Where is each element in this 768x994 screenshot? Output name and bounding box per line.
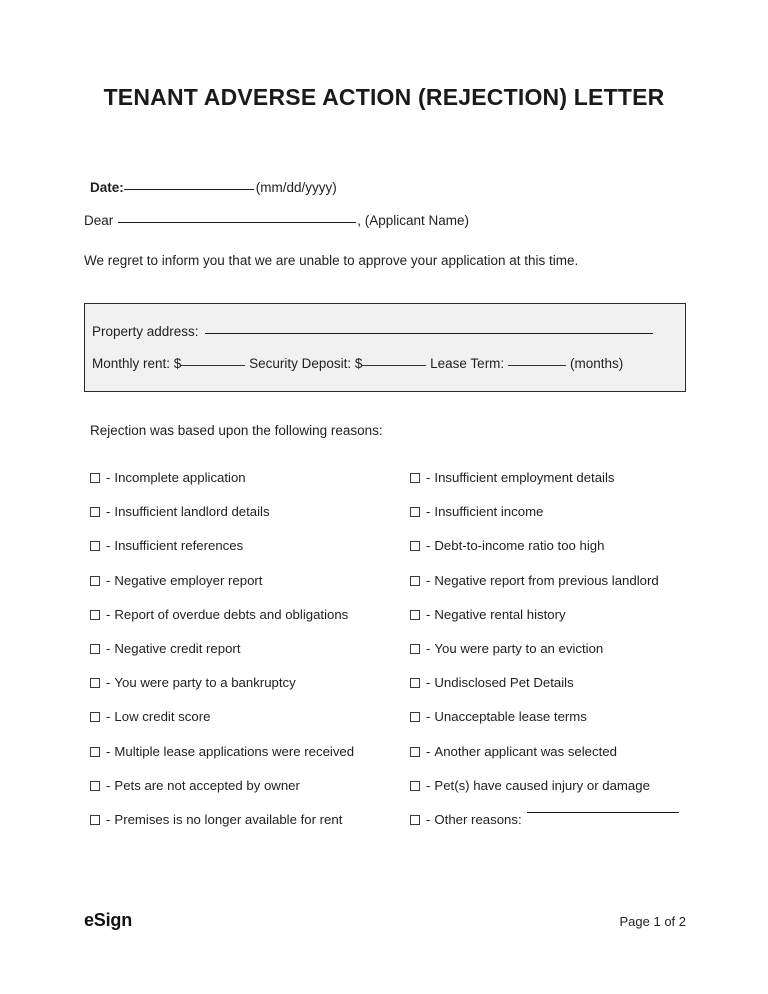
date-label: Date: — [90, 180, 124, 195]
checkbox-icon[interactable] — [90, 815, 100, 825]
property-address-label: Property address: — [92, 324, 199, 339]
reason-dash: - — [106, 606, 111, 622]
checkbox-icon[interactable] — [410, 781, 420, 791]
reason-row[interactable] — [410, 504, 686, 538]
page-indicator: Page 1 of 2 — [619, 914, 686, 929]
reason-row[interactable] — [90, 675, 410, 709]
property-terms-row — [92, 356, 680, 371]
applicant-name-input-line[interactable] — [118, 222, 356, 223]
property-details-box — [84, 303, 686, 392]
checkbox-icon[interactable] — [410, 507, 420, 517]
reason-label: You were party to a bankruptcy — [114, 675, 296, 691]
reason-label: Unacceptable lease terms — [434, 709, 587, 725]
reason-dash: - — [426, 811, 431, 827]
reason-row[interactable] — [410, 641, 686, 675]
reason-row[interactable] — [90, 470, 410, 504]
date-input-line[interactable] — [124, 189, 254, 190]
reason-dash: - — [106, 709, 111, 725]
checkbox-icon[interactable] — [410, 678, 420, 688]
reason-row[interactable] — [410, 812, 686, 846]
reason-label: Multiple lease applications were received — [114, 743, 355, 759]
reason-dash: - — [106, 811, 111, 827]
checkbox-icon[interactable] — [90, 541, 100, 551]
reason-dash: - — [426, 538, 431, 554]
reason-label: Debt-to-income ratio too high — [434, 538, 605, 554]
reason-dash: - — [106, 572, 111, 588]
security-deposit-input-line[interactable] — [362, 365, 426, 366]
reason-row[interactable] — [90, 778, 410, 812]
checkbox-icon[interactable] — [90, 610, 100, 620]
reason-row[interactable] — [90, 573, 410, 607]
reason-dash: - — [106, 743, 111, 759]
property-address-row — [92, 324, 680, 339]
checkbox-icon[interactable] — [410, 541, 420, 551]
reason-row[interactable] — [410, 744, 686, 778]
reason-dash: - — [426, 606, 431, 622]
checkbox-icon[interactable] — [90, 678, 100, 688]
salutation-line — [84, 213, 686, 229]
reason-row[interactable] — [410, 709, 686, 743]
reason-label: You were party to an eviction — [434, 640, 604, 656]
reasons-heading: Rejection was based upon the following reasons: — [90, 423, 383, 438]
page-title: TENANT ADVERSE ACTION (REJECTION) LETTER — [103, 84, 665, 110]
other-reason-input-line[interactable] — [527, 812, 679, 813]
checkbox-icon[interactable] — [410, 712, 420, 722]
reason-label: Negative report from previous landlord — [434, 572, 659, 588]
checkbox-icon[interactable] — [90, 747, 100, 757]
reason-label: Report of overdue debts and obligations — [114, 606, 349, 622]
monthly-rent-input-line[interactable] — [181, 365, 245, 366]
page-footer — [84, 910, 686, 931]
reason-row[interactable] — [90, 744, 410, 778]
checkbox-icon[interactable] — [90, 576, 100, 586]
reason-dash: - — [426, 743, 431, 759]
checkbox-icon[interactable] — [90, 507, 100, 517]
lease-term-input-line[interactable] — [508, 365, 566, 366]
reason-label: Incomplete application — [114, 470, 246, 485]
reason-label: Pets are not accepted by owner — [114, 777, 300, 793]
reason-label: Other reasons: — [434, 811, 522, 827]
checkbox-icon[interactable] — [410, 576, 420, 586]
reason-label: Negative credit report — [114, 640, 241, 656]
letter-body — [84, 180, 686, 270]
reason-row[interactable] — [90, 607, 410, 641]
reason-label: Negative rental history — [434, 606, 566, 622]
reason-row[interactable] — [410, 470, 686, 504]
reason-row[interactable] — [410, 675, 686, 709]
checkbox-icon[interactable] — [410, 644, 420, 654]
reason-row[interactable] — [90, 504, 410, 538]
reason-dash: - — [426, 572, 431, 588]
date-line — [90, 180, 686, 196]
reason-row[interactable] — [90, 709, 410, 743]
monthly-rent-label: Monthly rent: $ — [92, 356, 182, 371]
reason-row[interactable] — [90, 812, 410, 846]
reason-label: Insufficient landlord details — [114, 504, 270, 520]
reason-dash: - — [106, 777, 111, 793]
reason-dash: - — [106, 675, 111, 691]
reason-label: Insufficient references — [114, 538, 244, 554]
reason-label: Insufficient income — [434, 504, 544, 520]
lease-term-unit: (months) — [569, 356, 624, 371]
checkbox-icon[interactable] — [410, 747, 420, 757]
reason-dash: - — [106, 470, 111, 485]
reason-dash: - — [426, 709, 431, 725]
reason-row[interactable] — [410, 538, 686, 572]
reasons-column-right — [410, 470, 686, 846]
reason-label: Undisclosed Pet Details — [434, 675, 574, 691]
date-format-hint: (mm/dd/yyyy) — [255, 180, 337, 195]
reason-label: Pet(s) have caused injury or damage — [434, 777, 650, 793]
checkbox-icon[interactable] — [410, 610, 420, 620]
reason-label: Insufficient employment details — [434, 470, 615, 485]
checkbox-icon[interactable] — [90, 712, 100, 722]
reason-dash: - — [426, 640, 431, 656]
checkbox-icon[interactable] — [90, 644, 100, 654]
applicant-name-hint: , (Applicant Name) — [357, 213, 470, 229]
reasons-columns — [90, 470, 686, 846]
property-details-inner — [92, 324, 680, 371]
reason-row[interactable] — [410, 607, 686, 641]
reason-dash: - — [426, 675, 431, 691]
reason-dash: - — [426, 504, 431, 520]
reason-label: Low credit score — [114, 709, 211, 725]
reason-dash: - — [106, 640, 111, 656]
security-deposit-label: Security Deposit: $ — [249, 356, 363, 371]
brand-logo: eSign — [84, 910, 133, 930]
reason-row[interactable] — [90, 641, 410, 675]
reason-row[interactable] — [410, 778, 686, 812]
reasons-column-left — [90, 470, 410, 846]
checkbox-icon[interactable] — [410, 815, 420, 825]
reason-dash: - — [106, 538, 111, 554]
reason-label: Premises is no longer available for rent — [114, 811, 343, 827]
checkbox-icon[interactable] — [90, 781, 100, 791]
dear-label: Dear — [84, 213, 114, 229]
checkbox-icon[interactable] — [410, 473, 420, 483]
reason-label: Negative employer report — [114, 572, 263, 588]
reason-row[interactable] — [410, 573, 686, 607]
reason-dash: - — [426, 777, 431, 793]
regret-paragraph: We regret to inform you that we are unable to approve your application at this time. — [84, 253, 579, 269]
lease-term-label: Lease Term: — [430, 356, 505, 371]
checkbox-icon[interactable] — [90, 473, 100, 483]
reason-label: Another applicant was selected — [434, 743, 617, 759]
reason-dash: - — [426, 470, 431, 485]
reason-dash: - — [106, 504, 111, 520]
reason-row[interactable] — [90, 538, 410, 572]
property-address-input-line[interactable] — [205, 333, 653, 334]
